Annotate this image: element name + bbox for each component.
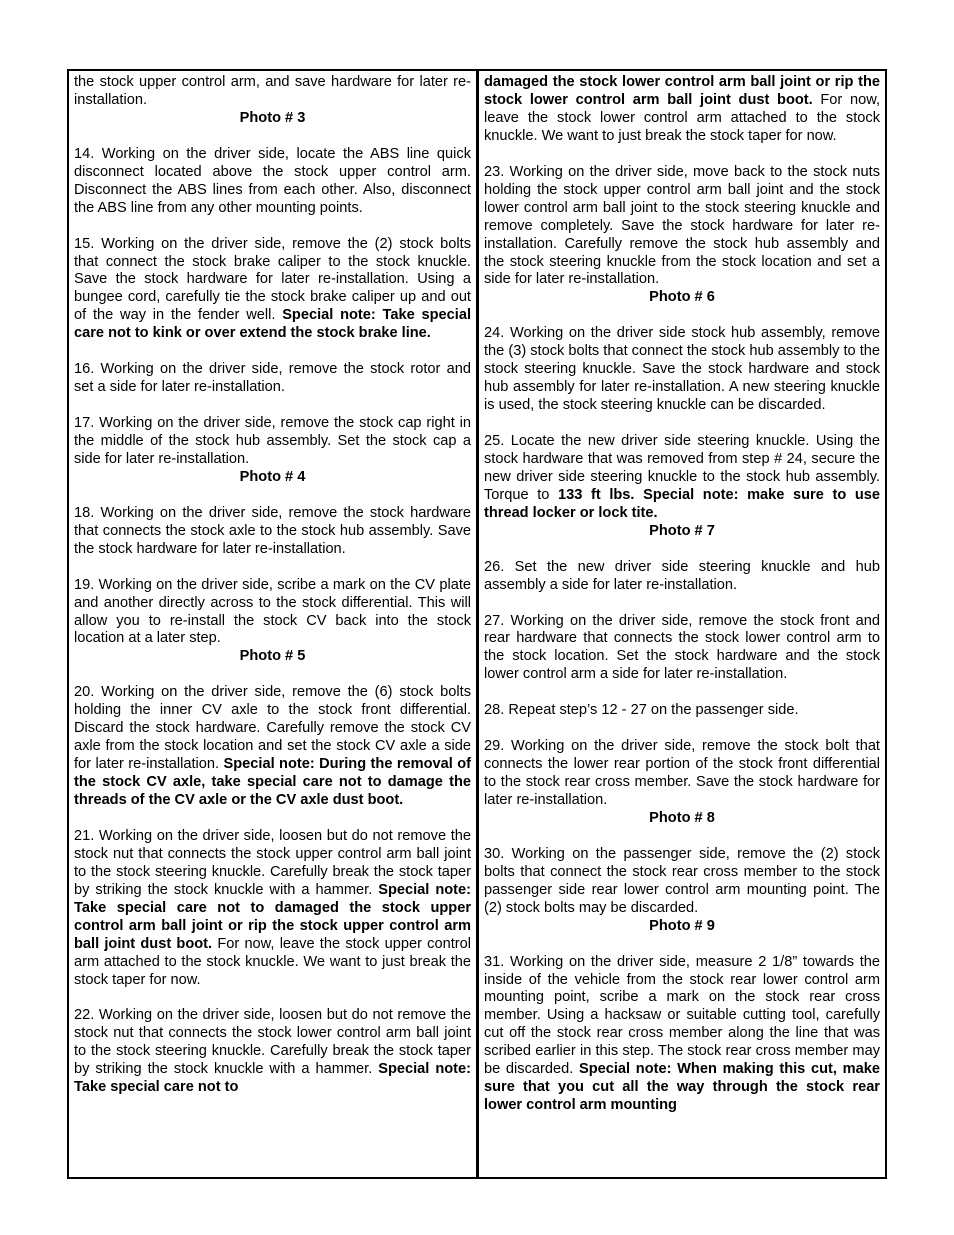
step-text: 28. Repeat step’s 12 - 27 on the passenger side. <box>484 702 799 719</box>
photo-caption: Photo # 6 <box>649 289 715 306</box>
right-column <box>479 71 885 1177</box>
step-text: 30. Working on the passenger side, remove the (2) stock bolts that connect the stock rear cross member to the stock passenger side rear lower control arm mounting point. The (2) stock bolts may be discarded. <box>484 845 880 916</box>
step-text: 22. Working on the driver side, loosen but do not remove the stock nut that connects the stock lower control arm ball joint to the stock steering knuckle. Carefully break the stock taper by striking the stock knuckle with a hammer. <box>74 1007 471 1078</box>
special-note-text: 133 ft lbs. Special note: make sure to use thread locker or lock tite. <box>484 486 880 521</box>
instruction-step <box>484 559 880 595</box>
instruction-table <box>67 69 887 1179</box>
step-text: 23. Working on the driver side, move back to the stock nuts holding the stock upper control arm ball joint and the stock lower control arm ball joint to the stock steering knuckle and remove completely. Save the stock hardware for later re-installation. Carefully remove the stock hub assembly and the stock steering knuckle from the stock location and set a side for later re-installation. <box>484 163 880 288</box>
step-text: 26. Set the new driver side steering knuckle and hub assembly a side for later re-installation. <box>484 558 880 593</box>
step-text: 27. Working on the driver side, remove the stock front and rear hardware that connects the stock lower control arm to the stock location. Set the stock hardware and the stock lower control arm a side for later re-installation. <box>484 612 880 683</box>
instruction-step <box>74 236 471 344</box>
instruction-step <box>484 954 880 1116</box>
instruction-step <box>484 74 880 146</box>
instruction-step <box>484 846 880 918</box>
instruction-step <box>74 361 471 397</box>
special-note-text: Special note: Take special care not to damaged the stock upper control arm ball joint or rip the stock upper control arm ball joint dust boot. <box>74 881 471 952</box>
step-text: 31. Working on the driver side, measure 2 1/8” towards the inside of the vehicle from the stock rear lower control arm mounting point, scribe a mark on the stock rear cross member. Using a hacksaw or suitable cutting tool, carefully cut off the stock rear cross member along the line that was scribed earlier in this step. The stock rear cross member may be discarded. <box>484 953 880 1078</box>
step-text: 19. Working on the driver side, scribe a mark on the CV plate and another directly across to the stock differential. This will allow you to re-install the stock CV back into the stock location at a later step. <box>74 576 471 647</box>
instruction-step <box>74 684 471 810</box>
step-text: the stock upper control arm, and save hardware for later re-installation. <box>74 74 471 108</box>
instruction-step <box>484 702 880 720</box>
step-text: 25. Locate the new driver side steering knuckle. Using the stock hardware that was removed from step # 24, secure the new driver side steering knuckle to the stock hub assembly. Torque to <box>484 433 880 503</box>
step-text: 24. Working on the driver side stock hub assembly, remove the (3) stock bolts that connect the stock hub assembly to the stock steering knuckle. Save the stock hardware and stock hub assembly for later re-installation. A new steering knuckle is used, the stock steering knuckle can be discarded. <box>484 325 880 414</box>
photo-caption: Photo # 8 <box>649 809 715 826</box>
photo-caption: Photo # 5 <box>239 648 306 665</box>
step-text: 17. Working on the driver side, remove the stock cap right in the middle of the stock hub assembly. Set the stock cap a side for later re-installation. <box>74 415 471 467</box>
step-text: 15. Working on the driver side, remove the (2) stock bolts that connect the stock brake caliper to the stock knuckle. Save the stock hardware for later re-installation. Using a bungee cord, carefully tie the stock brake caliper up and out of the way in the fender well. <box>74 235 471 324</box>
special-note-text: damaged the stock lower control arm ball joint or rip the stock lower control arm ball joint dust boot. <box>484 74 880 108</box>
step-text: 20. Working on the driver side, remove the (6) stock bolts holding the inner CV axle to the stock front differential. Discard the stock hardware. Carefully remove the stock CV axle from the stock location and set the stock CV axle a side for later re-installation. <box>74 684 471 773</box>
special-note-text: Special note: Take special care not to kink or over extend the stock brake line. <box>74 307 472 342</box>
special-note-text: Special note: Take special care not to <box>74 1061 471 1096</box>
left-column <box>69 71 479 1177</box>
instruction-step <box>74 1007 471 1097</box>
step-text: 14. Working on the driver side, locate the ABS line quick disconnect located above the stock upper control arm. Disconnect the ABS lines from each other. Also, disconnect the ABS line from any other mounting points. <box>74 145 471 216</box>
photo-caption: Photo # 9 <box>649 917 715 934</box>
instruction-step <box>484 325 880 415</box>
step-text: For now, leave the stock upper control arm attached to the stock knuckle. We want to just break the stock taper for now. <box>74 935 471 988</box>
instruction-step <box>484 613 880 685</box>
step-text: 21. Working on the driver side, loosen but do not remove the stock nut that connects the stock upper control arm ball joint to the stock steering knuckle. Carefully break the stock taper by striking the stock knuckle with a hammer. <box>74 827 471 898</box>
instruction-step <box>74 505 471 559</box>
photo-caption: Photo # 3 <box>239 109 306 126</box>
instruction-step <box>74 415 471 469</box>
special-note-text: Special note: When making this cut, make sure that you cut all the way through the stock rear lower control arm mounting <box>484 1061 880 1114</box>
step-text: For now, leave the stock lower control arm attached to the stock knuckle. We want to just break the stock taper for now. <box>484 91 880 144</box>
photo-caption: Photo # 7 <box>649 522 715 539</box>
instruction-step <box>74 74 471 110</box>
instruction-step <box>74 828 471 990</box>
instruction-step <box>484 738 880 810</box>
step-text: 29. Working on the driver side, remove the stock bolt that connects the lower rear portion of the stock front differential to the stock rear cross member. Save the stock hardware for later re-installation. <box>484 738 880 809</box>
photo-caption: Photo # 4 <box>239 468 306 485</box>
special-note-text: Special note: During the removal of the stock CV axle, take special care not to damage the threads of the CV axle or the CV axle dust boot. <box>74 756 472 809</box>
instruction-step <box>74 146 471 218</box>
instruction-step <box>484 164 880 290</box>
step-text: 18. Working on the driver side, remove the stock hardware that connects the stock axle to the stock hub assembly. Save the stock hardware for later re-installation. <box>74 504 471 557</box>
instruction-step <box>74 577 471 649</box>
instruction-step <box>484 433 880 523</box>
step-text: 16. Working on the driver side, remove the stock rotor and set a side for later re-installation. <box>74 361 471 396</box>
